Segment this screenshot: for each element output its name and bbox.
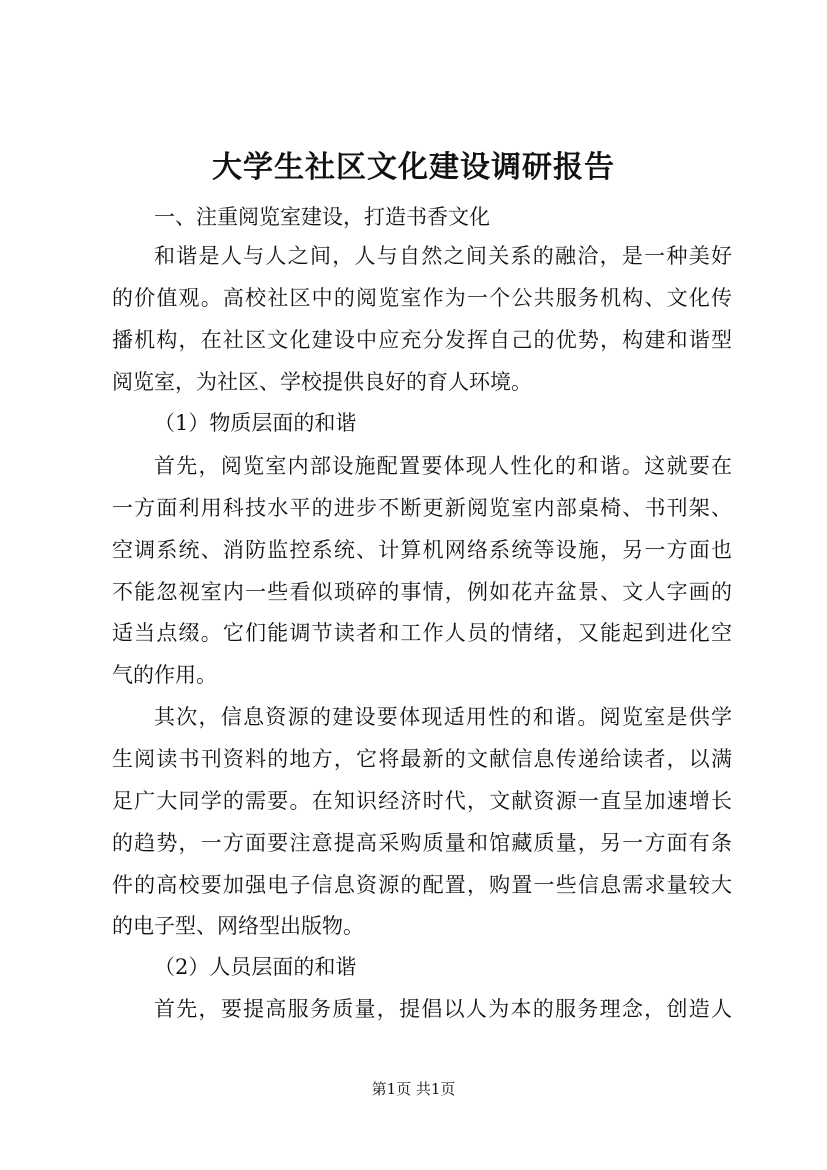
paragraph-line: 空调系统、消防监控系统、计算机网络系统等设施，另一方面也 <box>112 538 732 562</box>
document-title: 大学生社区文化建设调研报告 <box>212 150 615 185</box>
paragraph-line: 适当点缀。它们能调节读者和工作人员的情绪，又能起到进化空 <box>112 621 732 645</box>
subsection-heading: （1）物质层面的和谐 <box>154 411 357 435</box>
paragraph-line: 阅览室，为社区、学校提供良好的育人环境。 <box>112 370 532 394</box>
paragraph-line: 一方面利用科技水平的进步不断更新阅览室内部桌椅、书刊架、 <box>112 496 732 520</box>
paragraph-line: 足广大同学的需要。在知识经济时代，文献资源一直呈加速增长 <box>112 789 732 813</box>
paragraph-line: 的趋势，一方面要注意提高采购质量和馆藏质量，另一方面有条 <box>112 831 732 855</box>
paragraph-line: 首先，要提高服务质量，提倡以人为本的服务理念，创造人 <box>154 997 732 1021</box>
paragraph-line: 生阅读书刊资料的地方，它将最新的文献信息传递给读者，以满 <box>112 747 732 771</box>
paragraph-line: 气的作用。 <box>112 663 217 687</box>
paragraph-line: 其次，信息资源的建设要体现适用性的和谐。阅览室是供学 <box>154 705 732 729</box>
section-heading: 一、注重阅览室建设，打造书香文化 <box>154 205 490 229</box>
page-footer: 第1页 共1页 <box>371 1080 456 1098</box>
paragraph-line: 的价值观。高校社区中的阅览室作为一个公共服务机构、文化传 <box>112 286 732 310</box>
paragraph-line: 不能忽视室内一些看似琐碎的事情，例如花卉盆景、文人字画的 <box>112 580 732 604</box>
paragraph-line: 首先，阅览室内部设施配置要体现人性化的和谐。这就要在 <box>154 454 732 478</box>
paragraph-line: 播机构，在社区文化建设中应充分发挥自己的优势，构建和谐型 <box>112 328 732 352</box>
paragraph-line: 和谐是人与人之间，人与自然之间关系的融洽，是一种美好 <box>154 244 732 268</box>
subsection-heading: （2）人员层面的和谐 <box>154 955 357 979</box>
paragraph-line: 的电子型、网络型出版物。 <box>112 914 364 938</box>
paragraph-line: 件的高校要加强电子信息资源的配置，购置一些信息需求量较大 <box>112 873 732 897</box>
